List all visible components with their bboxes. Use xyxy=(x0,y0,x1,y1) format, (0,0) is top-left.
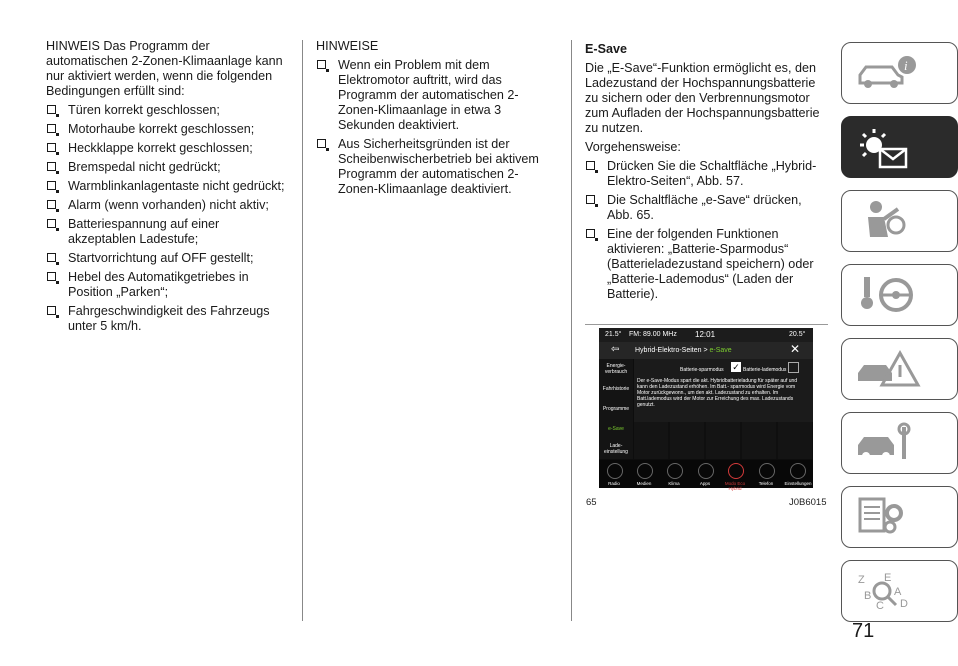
checkbox-bullet-icon xyxy=(586,161,595,170)
steps-heading: Vorgehensweise: xyxy=(585,140,681,154)
tab-index[interactable] xyxy=(841,560,958,622)
svg-text:Z: Z xyxy=(858,574,865,586)
list-item: Heckklappe korrekt geschlossen; xyxy=(46,141,286,156)
checkbox-bullet-icon xyxy=(47,219,56,228)
checkbox-bullet-icon xyxy=(47,181,56,190)
checkbox-bullet-icon xyxy=(317,60,326,69)
radio-icon xyxy=(607,463,623,479)
media-icon xyxy=(637,463,653,479)
figure-rule xyxy=(585,324,828,325)
checkbox-bullet-icon xyxy=(47,124,56,133)
list-item: Motorhaube korrekt geschlossen; xyxy=(46,122,286,137)
checkbox-bullet-icon xyxy=(47,272,56,281)
figure-number: 65 xyxy=(586,497,597,508)
svg-text:A: A xyxy=(894,586,902,598)
alphabet-index-icon xyxy=(854,567,924,613)
screen-bottom-bar: Radio Medien Klima Apps Modo Eco Hybrid Telefon Einstellungen xyxy=(599,460,813,488)
list-item: Fahrgeschwindigkeit des Fahrzeugs unter 5 km/h. xyxy=(46,304,286,334)
esave-description: Der e-Save-Modus spart die akt. Hybridbatterieladung für später auf und kann den Ladezustand erhöhen. Im Batt.- sparmodus wird Energie vom Motor zurückgewonn., um den akt. Ladezustand zu erhalten. Im Batt.lademodus wird der Motor zur Erreichung des max. Ladezustands genutzt. xyxy=(637,378,798,408)
checkbox-bullet-icon xyxy=(586,229,595,238)
infotainment-screenshot xyxy=(599,328,813,491)
car-wrench-icon xyxy=(854,419,924,465)
column-right xyxy=(585,39,830,302)
conditions-list xyxy=(46,103,286,334)
climate-icon xyxy=(667,463,683,479)
radio-info: FM: 89.00 MHz xyxy=(629,331,677,338)
tab-emergency[interactable] xyxy=(841,338,958,400)
checkbox-bullet-icon xyxy=(47,200,56,209)
screen-main: Batterie-sparmodus ✓ Batterie-lademodus Der e-Save-Modus spart die akt. Hybridbatterieladung für später auf und kann den Ladezustand erhöhen. Im Batt.- sparmodus wird Energie vom Motor zurückgewonn., um den akt. Ladezustand zu erhalten. Im Batt.lademodus wird der Motor zur Erreichung des max. Ladezustands genutzt. xyxy=(634,359,813,459)
list-item: Batteriespannung auf einer akzeptablen Ladestufe; xyxy=(46,217,286,247)
checkbox-checked-icon: ✓ xyxy=(732,362,740,372)
svg-text:i: i xyxy=(904,58,908,73)
column-divider xyxy=(302,40,303,621)
page-number: 71 xyxy=(852,620,875,642)
list-item: Drücken Sie die Schaltfläche „Hybrid-Elektro-Seiten“, Abb. 57. xyxy=(585,159,830,189)
column-divider xyxy=(571,40,572,621)
checkbox-bullet-icon xyxy=(317,139,326,148)
column-left xyxy=(46,39,286,334)
list-item: Startvorrichtung auf OFF gestellt; xyxy=(46,251,286,266)
phone-icon xyxy=(759,463,775,479)
section-paragraph: Die „E-Save“-Funktion ermöglicht es, den Ladezustand der Hochspannungsbatterie zu sichern oder den Verbrennungsmotor zum Aufladen der Hochspannungsbatterie zu nutzen. xyxy=(585,61,820,135)
tab-technical-data[interactable] xyxy=(841,486,958,548)
list-item: Wenn ein Problem mit dem Elektromotor auftritt, wird das Programm der automatischen 2-Zonen-Klimaanlage in etwa 3 Sekunden deaktiviert. xyxy=(316,58,556,133)
svg-text:D: D xyxy=(900,598,908,610)
key-steering-wheel-icon xyxy=(854,271,924,317)
tab-starting-driving[interactable] xyxy=(841,264,958,326)
clock: 12:01 xyxy=(695,330,716,339)
svg-text:C: C xyxy=(876,600,884,612)
checkbox-empty-icon xyxy=(788,362,799,373)
list-item: Bremspedal nicht gedrückt; xyxy=(46,160,286,175)
checkbox-bullet-icon xyxy=(47,253,56,262)
list-item: Eine der folgenden Funktionen aktivieren: „Batterie-Sparmodus“ (Batterieladezustand speichern) oder „Batterie-Lademodus“ (Laden der Batterie). xyxy=(585,227,830,302)
close-icon: ✕ xyxy=(790,342,801,356)
back-arrow-icon: ⇦ xyxy=(611,344,620,355)
tab-maintenance[interactable] xyxy=(841,412,958,474)
warning-light-message-icon xyxy=(854,123,924,169)
screen-side-menu: Energie-verbrauch Fahrhistorie Programme e-Save Lade-einstellung xyxy=(599,359,633,459)
airbag-seat-icon xyxy=(854,197,924,243)
apps-icon xyxy=(698,463,714,479)
list-item: Hebel des Automatikgetriebes in Position „Parken“; xyxy=(46,270,286,300)
eco-hybrid-icon xyxy=(728,463,744,479)
checkbox-bullet-icon xyxy=(47,143,56,152)
notes-list xyxy=(316,58,556,197)
list-item: Alarm (wenn vorhanden) nicht aktiv; xyxy=(46,198,286,213)
list-item: Aus Sicherheitsgründen ist der Scheibenwischerbetrieb bei aktivem Programm der automatischen 2-Zonen-Klimaanlage deaktiviert. xyxy=(316,137,556,197)
car-warning-triangle-icon xyxy=(854,345,924,391)
checkbox-bullet-icon xyxy=(586,195,595,204)
tab-warning-lights[interactable] xyxy=(841,116,958,178)
list-item: Warmblinkanlagentaste nicht gedrückt; xyxy=(46,179,286,194)
screen-status-bar: 21.5° FM: 89.00 MHz 12:01 20.5° xyxy=(599,328,813,342)
tab-vehicle-info[interactable] xyxy=(841,42,958,104)
list-item: Türen korrekt geschlossen; xyxy=(46,103,286,118)
notes-heading: HINWEISE xyxy=(316,39,379,53)
checkbox-bullet-icon xyxy=(47,306,56,315)
figure-code: J0B6015 xyxy=(789,497,827,508)
svg-text:E: E xyxy=(884,572,892,584)
checkbox-bullet-icon xyxy=(47,162,56,171)
screen-tiles xyxy=(634,422,813,459)
steps-list xyxy=(585,159,830,302)
tab-safety[interactable] xyxy=(841,190,958,252)
checkbox-bullet-icon xyxy=(47,105,56,114)
section-title: E-Save xyxy=(585,42,628,56)
intro-note: HINWEIS Das Programm der automatischen 2-Zonen-Klimaanlage kann nur aktiviert werden, wenn die folgenden Bedingungen erfüllt sind: xyxy=(46,39,283,98)
document-gear-icon xyxy=(854,493,924,539)
screen-nav-bar: ⇦ Hybrid-Elektro-Seiten > e-Save ✕ xyxy=(599,342,813,359)
settings-icon xyxy=(790,463,806,479)
column-middle xyxy=(316,39,556,197)
list-item: Die Schaltfläche „e-Save“ drücken, Abb. 65. xyxy=(585,193,830,223)
car-info-icon xyxy=(854,49,924,95)
svg-text:B: B xyxy=(864,590,872,602)
